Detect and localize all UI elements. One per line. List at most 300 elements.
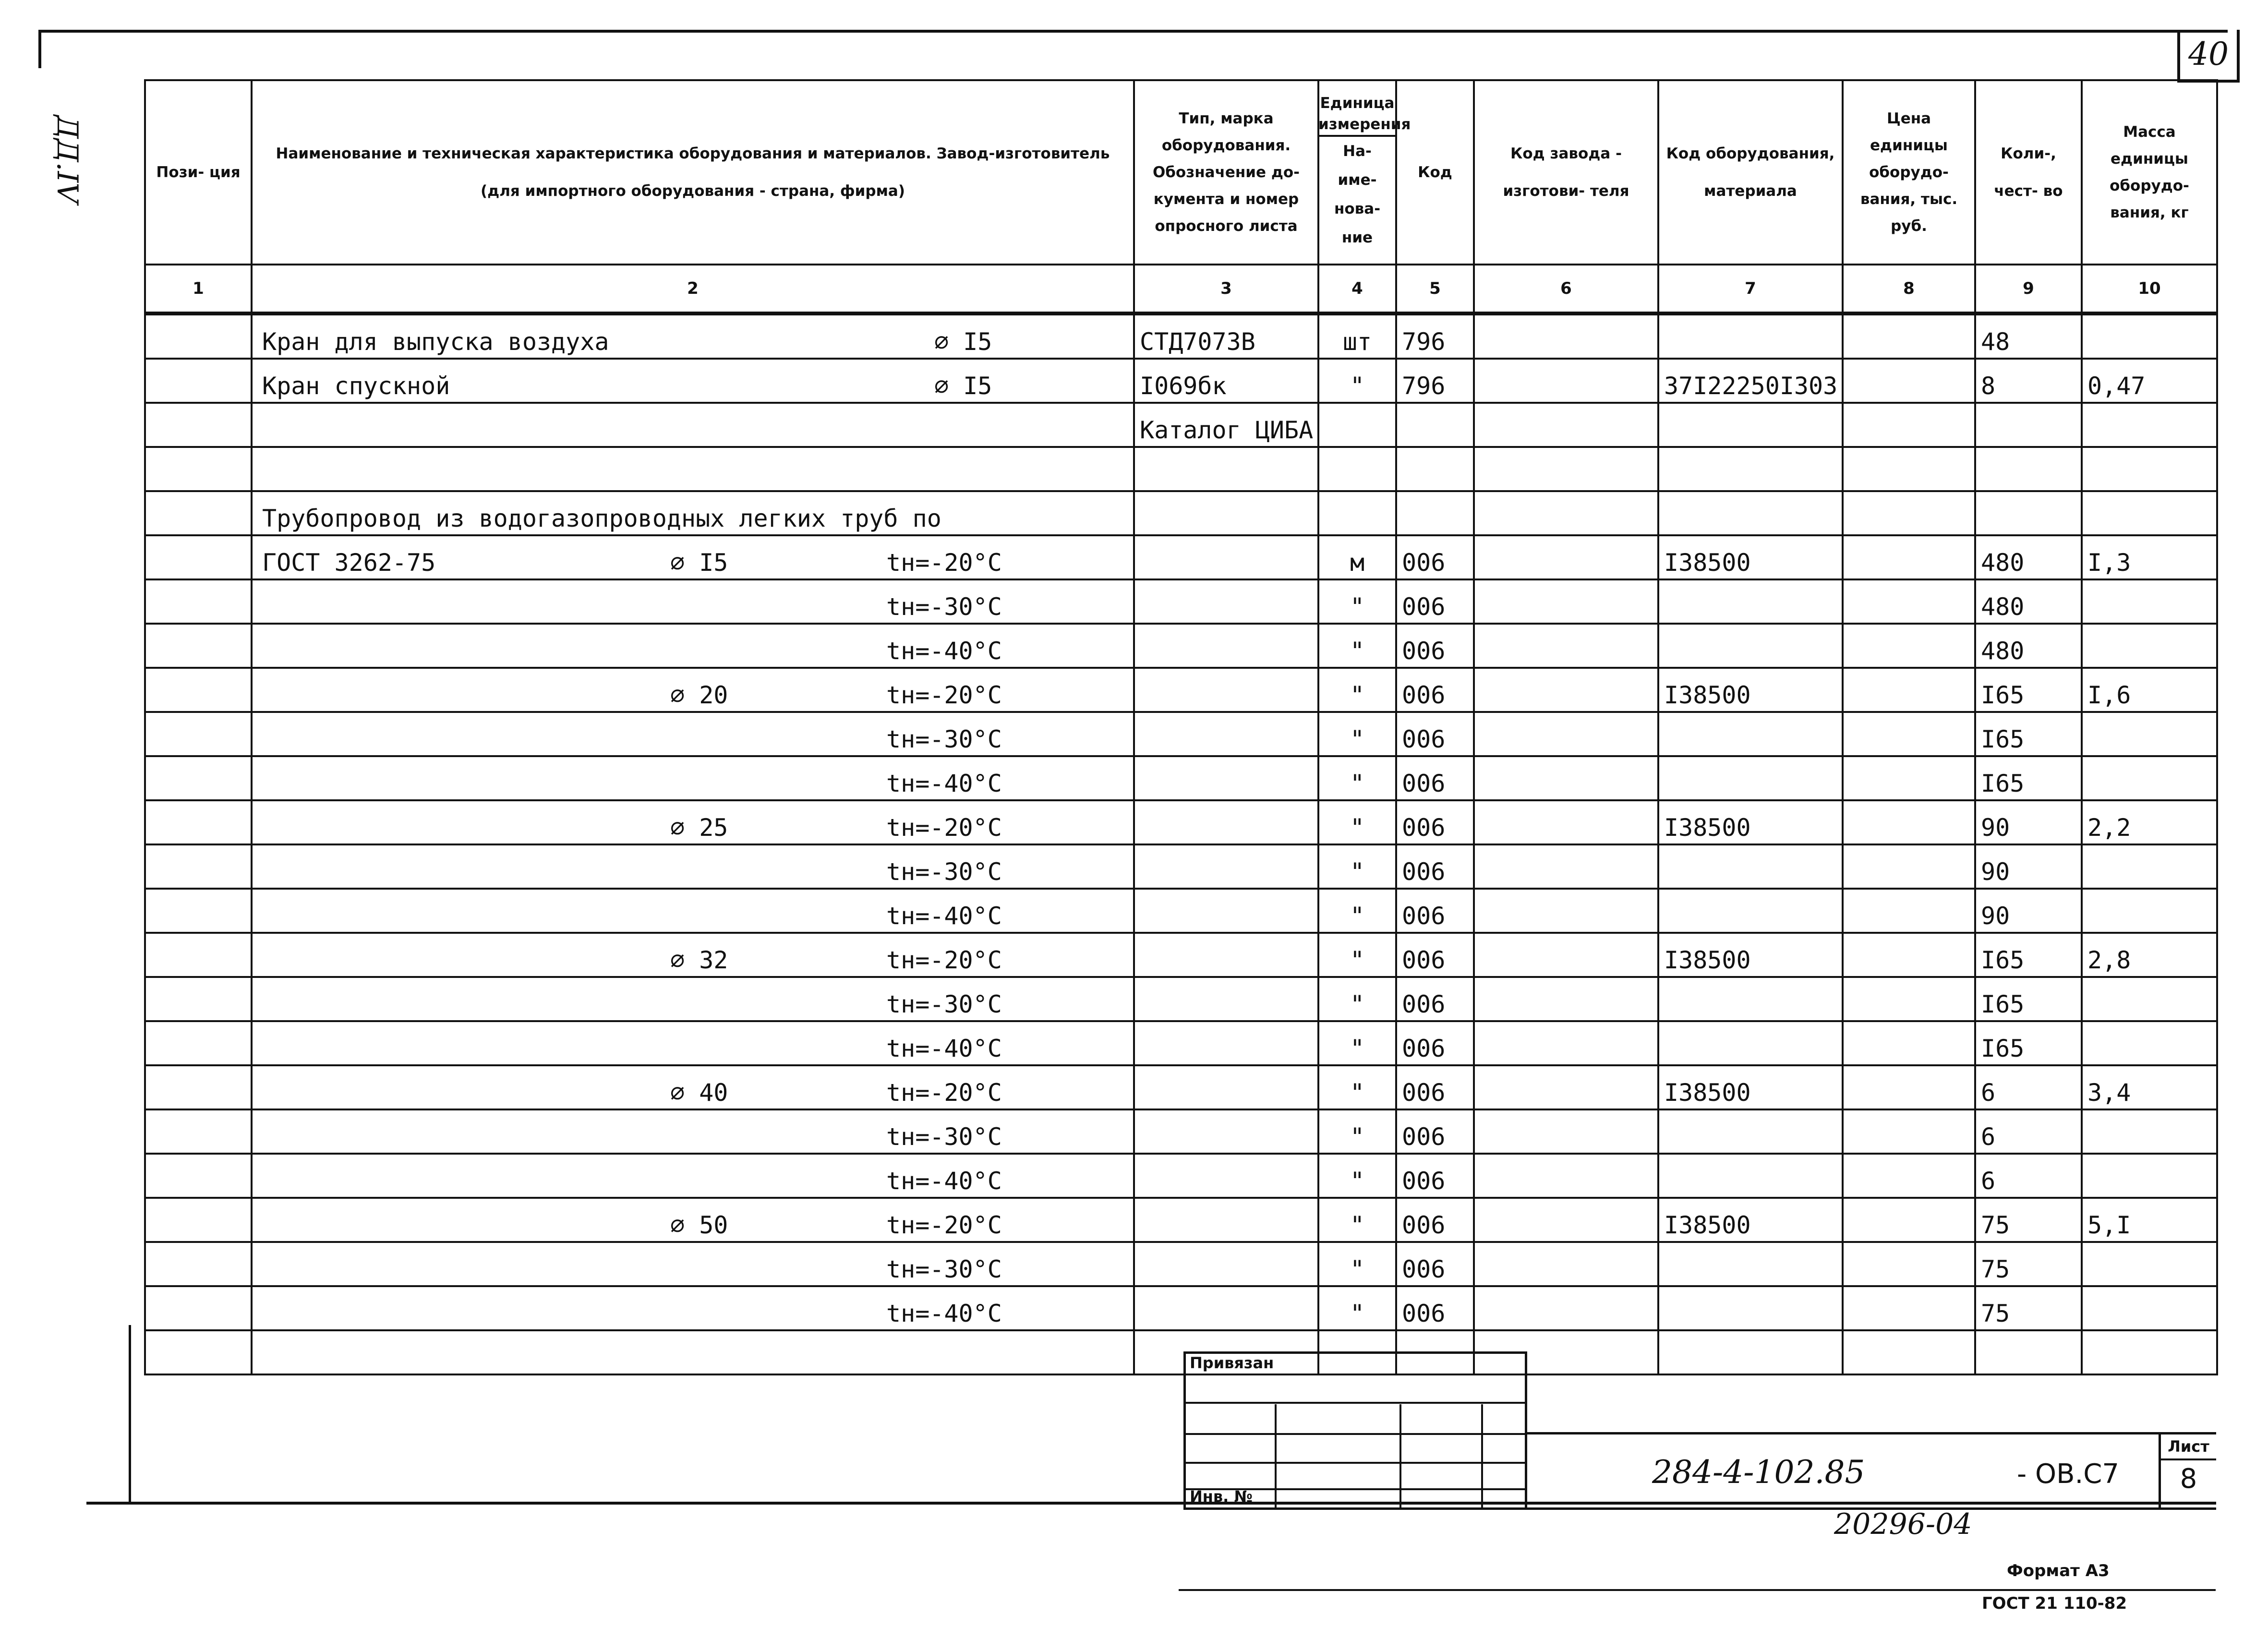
temperature: tн=-30°C xyxy=(886,990,1002,1018)
cell-quantity: 90 xyxy=(1975,844,2082,889)
cell-unit-code: 006 xyxy=(1396,535,1474,579)
lower-left-border xyxy=(129,1325,131,1503)
cell-price xyxy=(1843,579,1975,624)
cell-type: I069бк xyxy=(1134,359,1318,403)
col-header-equipment-code: Код оборудования, материала xyxy=(1658,80,1843,265)
diameter: ∅ I5 xyxy=(670,549,728,577)
cell-unit: " xyxy=(1318,1021,1396,1065)
cell-equipment-code xyxy=(1658,403,1843,447)
cell-quantity: I65 xyxy=(1975,933,2082,977)
cell-factory-code xyxy=(1474,756,1658,800)
cell-quantity: 6 xyxy=(1975,1065,2082,1109)
cell-type: СТД7073В xyxy=(1134,313,1318,359)
col-header-type: Тип, марка оборудования. Обозначение до- кумента и номер опросного листа xyxy=(1134,80,1318,265)
table-row xyxy=(145,1109,2217,1154)
cell-price xyxy=(1843,1286,1975,1330)
stamp-divider xyxy=(1275,1404,1277,1510)
cell-mass: 5,I xyxy=(2082,1198,2217,1242)
document-code: 284-4-102.85 xyxy=(1652,1454,1865,1491)
cell-quantity xyxy=(1975,403,2082,447)
cell-factory-code xyxy=(1474,313,1658,359)
cell-position xyxy=(145,1242,252,1286)
col-header-position: Пози- ция xyxy=(145,80,252,265)
cell-price xyxy=(1843,756,1975,800)
header-row xyxy=(145,80,2217,265)
cell-price xyxy=(1843,1330,1975,1374)
cell-name xyxy=(252,1198,1134,1242)
cell-unit: м xyxy=(1318,535,1396,579)
table-row xyxy=(145,359,2217,403)
cell-unit-code: 006 xyxy=(1396,844,1474,889)
cell-equipment-code xyxy=(1658,1021,1843,1065)
cell-equipment-code xyxy=(1658,447,1843,491)
table-row xyxy=(145,1154,2217,1198)
cell-mass xyxy=(2082,579,2217,624)
inventory-label: Инв. № xyxy=(1190,1487,1253,1506)
cell-name xyxy=(252,933,1134,977)
cell-unit: " xyxy=(1318,889,1396,933)
cell-mass xyxy=(2082,313,2217,359)
cell-unit-code xyxy=(1396,447,1474,491)
cell-type xyxy=(1134,1198,1318,1242)
col-num-6: 6 xyxy=(1474,265,1658,313)
cell-unit-code: 006 xyxy=(1396,1154,1474,1198)
cell-name xyxy=(252,800,1134,844)
cell-equipment-code xyxy=(1658,579,1843,624)
cell-unit xyxy=(1318,491,1396,535)
cell-position xyxy=(145,756,252,800)
temperature: tн=-20°C xyxy=(886,946,1002,974)
cell-name xyxy=(252,624,1134,668)
diameter: ∅ I5 xyxy=(934,372,992,400)
cell-factory-code xyxy=(1474,1286,1658,1330)
cell-equipment-code xyxy=(1658,1109,1843,1154)
binding-stamp xyxy=(1183,1351,1527,1510)
cell-quantity: 480 xyxy=(1975,579,2082,624)
table-row xyxy=(145,447,2217,491)
cell-price xyxy=(1843,403,1975,447)
temperature: tн=-20°C xyxy=(886,1211,1002,1239)
cell-mass xyxy=(2082,977,2217,1021)
cell-type: Каталог ЦИБА xyxy=(1134,403,1318,447)
cell-type xyxy=(1134,889,1318,933)
diameter: ∅ 20 xyxy=(670,681,728,709)
cell-price xyxy=(1843,889,1975,933)
cell-unit-code: 796 xyxy=(1396,359,1474,403)
frame-left-line xyxy=(38,30,41,68)
cell-position xyxy=(145,1109,252,1154)
cell-unit-code: 006 xyxy=(1396,756,1474,800)
table-row xyxy=(145,1286,2217,1330)
inventory-number: 20296-04 xyxy=(1834,1507,1972,1541)
cell-price xyxy=(1843,977,1975,1021)
cell-position xyxy=(145,447,252,491)
cell-price xyxy=(1843,1021,1975,1065)
cell-mass xyxy=(2082,491,2217,535)
cell-equipment-code: I38500 xyxy=(1658,668,1843,712)
col-num-4: 4 xyxy=(1318,265,1396,313)
cell-position xyxy=(145,313,252,359)
cell-quantity: I65 xyxy=(1975,977,2082,1021)
corner-sheet-box xyxy=(2177,30,2240,83)
cell-position xyxy=(145,624,252,668)
cell-mass xyxy=(2082,447,2217,491)
cell-unit: " xyxy=(1318,1154,1396,1198)
cell-type xyxy=(1134,491,1318,535)
cell-unit: " xyxy=(1318,712,1396,756)
cell-mass: 3,4 xyxy=(2082,1065,2217,1109)
cell-type xyxy=(1134,1065,1318,1109)
frame-top-line xyxy=(38,30,2228,33)
cell-name xyxy=(252,756,1134,800)
unit-group-header: Единица измерения xyxy=(1318,93,1396,137)
cell-mass xyxy=(2082,712,2217,756)
cell-factory-code xyxy=(1474,535,1658,579)
format-standard: ГОСТ 21 110-82 xyxy=(1982,1594,2127,1613)
cell-factory-code xyxy=(1474,1109,1658,1154)
cell-price xyxy=(1843,1198,1975,1242)
cell-unit: " xyxy=(1318,624,1396,668)
cell-factory-code xyxy=(1474,447,1658,491)
cell-factory-code xyxy=(1474,1021,1658,1065)
cell-price xyxy=(1843,844,1975,889)
cell-position xyxy=(145,359,252,403)
col-header-mass: Масса единицы оборудо- вания, кг xyxy=(2082,80,2217,265)
cell-equipment-code: 37I22250I303 xyxy=(1658,359,1843,403)
cell-factory-code xyxy=(1474,1198,1658,1242)
col-header-factory-code: Код завода - изготови- теля xyxy=(1474,80,1658,265)
cell-unit: " xyxy=(1318,756,1396,800)
cell-factory-code xyxy=(1474,579,1658,624)
cell-equipment-code xyxy=(1658,1154,1843,1198)
cell-name xyxy=(252,889,1134,933)
cell-unit: " xyxy=(1318,1286,1396,1330)
cell-unit: шт xyxy=(1318,313,1396,359)
cell-name xyxy=(252,1109,1134,1154)
cell-name xyxy=(252,1242,1134,1286)
cell-unit: " xyxy=(1318,844,1396,889)
cell-name xyxy=(252,844,1134,889)
cell-mass: I,3 xyxy=(2082,535,2217,579)
format-label: Формат А3 xyxy=(2007,1561,2110,1580)
cell-equipment-code xyxy=(1658,1242,1843,1286)
cell-type xyxy=(1134,535,1318,579)
cell-name xyxy=(252,491,1134,535)
cell-price xyxy=(1843,668,1975,712)
cell-equipment-code: I38500 xyxy=(1658,535,1843,579)
cell-quantity: 480 xyxy=(1975,535,2082,579)
cell-unit-code: 006 xyxy=(1396,668,1474,712)
cell-equipment-code: I38500 xyxy=(1658,800,1843,844)
item-name: Кран для выпуска воздуха xyxy=(262,328,609,356)
temperature: tн=-30°C xyxy=(886,593,1002,621)
cell-quantity: 480 xyxy=(1975,624,2082,668)
cell-mass xyxy=(2082,1330,2217,1374)
cell-equipment-code xyxy=(1658,1330,1843,1374)
unit-name-label: На- име- нова- ние xyxy=(1334,143,1381,246)
cell-price xyxy=(1843,1154,1975,1198)
cell-position xyxy=(145,1330,252,1374)
cell-mass xyxy=(2082,1109,2217,1154)
table-row xyxy=(145,844,2217,889)
cell-quantity: 75 xyxy=(1975,1286,2082,1330)
cell-quantity: 6 xyxy=(1975,1109,2082,1154)
col-header-unit-name xyxy=(1318,80,1411,265)
cell-position xyxy=(145,977,252,1021)
cell-equipment-code xyxy=(1658,756,1843,800)
cell-position xyxy=(145,1154,252,1198)
cell-unit-code: 006 xyxy=(1396,800,1474,844)
cell-unit-code: 006 xyxy=(1396,579,1474,624)
col-num-9: 9 xyxy=(1975,265,2082,313)
cell-price xyxy=(1843,313,1975,359)
cell-position xyxy=(145,1198,252,1242)
cell-unit: " xyxy=(1318,800,1396,844)
cell-factory-code xyxy=(1474,1242,1658,1286)
cell-name xyxy=(252,359,1134,403)
cell-name xyxy=(252,447,1134,491)
cell-quantity xyxy=(1975,1330,2082,1374)
table-row xyxy=(145,668,2217,712)
cell-unit-code: 006 xyxy=(1396,977,1474,1021)
cell-equipment-code xyxy=(1658,889,1843,933)
cell-unit: " xyxy=(1318,1109,1396,1154)
cell-type xyxy=(1134,579,1318,624)
cell-position xyxy=(145,1065,252,1109)
cell-unit: " xyxy=(1318,579,1396,624)
cell-position xyxy=(145,800,252,844)
cell-factory-code xyxy=(1474,359,1658,403)
table-row xyxy=(145,1330,2217,1374)
sheet-box xyxy=(2159,1434,2216,1507)
cell-unit-code: 006 xyxy=(1396,1198,1474,1242)
col-num-3: 3 xyxy=(1134,265,1318,313)
table-row xyxy=(145,933,2217,977)
temperature: tн=-40°C xyxy=(886,1300,1002,1327)
cell-equipment-code xyxy=(1658,313,1843,359)
cell-factory-code xyxy=(1474,933,1658,977)
col-header-unit-code: Код xyxy=(1396,80,1474,265)
cell-quantity: 75 xyxy=(1975,1198,2082,1242)
cell-mass: I,6 xyxy=(2082,668,2217,712)
cell-name xyxy=(252,403,1134,447)
table-row xyxy=(145,1021,2217,1065)
document-suffix: - ОВ.С7 xyxy=(2017,1458,2120,1490)
cell-position xyxy=(145,668,252,712)
cell-type xyxy=(1134,668,1318,712)
cell-price xyxy=(1843,624,1975,668)
cell-equipment-code: I38500 xyxy=(1658,1198,1843,1242)
col-num-7: 7 xyxy=(1658,265,1843,313)
cell-type xyxy=(1134,1109,1318,1154)
cell-factory-code xyxy=(1474,1065,1658,1109)
table-row xyxy=(145,712,2217,756)
cell-quantity: I65 xyxy=(1975,668,2082,712)
stamp-divider xyxy=(1481,1404,1483,1510)
cell-quantity: 6 xyxy=(1975,1154,2082,1198)
cell-type xyxy=(1134,844,1318,889)
cell-equipment-code xyxy=(1658,624,1843,668)
cell-name xyxy=(252,1154,1134,1198)
cell-mass xyxy=(2082,403,2217,447)
side-margin-mark: ДД.IV xyxy=(50,115,84,204)
cell-type xyxy=(1134,1242,1318,1286)
cell-type xyxy=(1134,712,1318,756)
cell-position xyxy=(145,889,252,933)
cell-mass xyxy=(2082,624,2217,668)
cell-position xyxy=(145,1286,252,1330)
temperature: tн=-40°C xyxy=(886,770,1002,797)
sheet-label: Лист xyxy=(2161,1434,2216,1460)
cell-name xyxy=(252,1286,1134,1330)
cell-mass xyxy=(2082,889,2217,933)
cell-factory-code xyxy=(1474,889,1658,933)
cell-name xyxy=(252,1065,1134,1109)
table-row xyxy=(145,403,2217,447)
cell-price xyxy=(1843,535,1975,579)
corner-sheet-number: 40 xyxy=(2188,36,2229,72)
table-row xyxy=(145,491,2217,535)
cell-type xyxy=(1134,624,1318,668)
table-row xyxy=(145,977,2217,1021)
cell-position xyxy=(145,403,252,447)
cell-unit: " xyxy=(1318,1198,1396,1242)
cell-name xyxy=(252,1330,1134,1374)
cell-quantity: 75 xyxy=(1975,1242,2082,1286)
cell-price xyxy=(1843,1109,1975,1154)
table-row xyxy=(145,800,2217,844)
cell-quantity: 90 xyxy=(1975,800,2082,844)
item-name: Кран спускной xyxy=(262,372,450,400)
cell-position xyxy=(145,535,252,579)
cell-unit-code: 006 xyxy=(1396,1242,1474,1286)
temperature: tн=-30°C xyxy=(886,1123,1002,1151)
cell-quantity: 8 xyxy=(1975,359,2082,403)
cell-position xyxy=(145,579,252,624)
diameter: ∅ 40 xyxy=(670,1079,728,1107)
stamp-line xyxy=(1186,1462,1525,1464)
cell-price xyxy=(1843,1242,1975,1286)
cell-type xyxy=(1134,756,1318,800)
cell-unit-code: 006 xyxy=(1396,889,1474,933)
cell-mass xyxy=(2082,1242,2217,1286)
cell-factory-code xyxy=(1474,491,1658,535)
cell-type xyxy=(1134,1154,1318,1198)
cell-factory-code xyxy=(1474,403,1658,447)
cell-price xyxy=(1843,491,1975,535)
temperature: tн=-40°C xyxy=(886,637,1002,665)
table-row xyxy=(145,1198,2217,1242)
temperature: tн=-20°C xyxy=(886,814,1002,842)
diameter: ∅ 50 xyxy=(670,1211,728,1239)
cell-name xyxy=(252,579,1134,624)
column-number-row xyxy=(145,265,2217,313)
cell-name xyxy=(252,668,1134,712)
cell-quantity xyxy=(1975,447,2082,491)
table-row xyxy=(145,624,2217,668)
cell-unit: " xyxy=(1318,1242,1396,1286)
format-line xyxy=(1179,1589,2216,1591)
table-row xyxy=(145,313,2217,359)
stamp-divider xyxy=(1399,1404,1401,1510)
cell-unit xyxy=(1318,447,1396,491)
item-name: ГОСТ 3262-75 xyxy=(262,549,436,577)
cell-mass xyxy=(2082,1021,2217,1065)
table-row xyxy=(145,756,2217,800)
col-header-price: Цена единицы оборудо- вания, тыс. руб. xyxy=(1843,80,1975,265)
cell-unit: " xyxy=(1318,359,1396,403)
cell-quantity: 90 xyxy=(1975,889,2082,933)
cell-position xyxy=(145,1021,252,1065)
cell-position xyxy=(145,844,252,889)
temperature: tн=-40°C xyxy=(886,1167,1002,1195)
cell-price xyxy=(1843,447,1975,491)
cell-type xyxy=(1134,977,1318,1021)
diameter: ∅ 25 xyxy=(670,814,728,842)
diameter: ∅ I5 xyxy=(934,328,992,356)
cell-unit xyxy=(1318,403,1396,447)
table-row xyxy=(145,535,2217,579)
cell-unit-code: 006 xyxy=(1396,1286,1474,1330)
cell-factory-code xyxy=(1474,1154,1658,1198)
cell-equipment-code: I38500 xyxy=(1658,933,1843,977)
col-num-2: 2 xyxy=(252,265,1134,313)
cell-unit: " xyxy=(1318,977,1396,1021)
specification-table xyxy=(144,79,2218,1375)
bound-label: Привязан xyxy=(1190,1354,1274,1372)
temperature: tн=-20°C xyxy=(886,1079,1002,1107)
col-num-5: 5 xyxy=(1396,265,1474,313)
cell-unit-code: 006 xyxy=(1396,1065,1474,1109)
col-num-8: 8 xyxy=(1843,265,1975,313)
cell-unit-code: 006 xyxy=(1396,1109,1474,1154)
cell-equipment-code xyxy=(1658,844,1843,889)
cell-mass xyxy=(2082,756,2217,800)
cell-factory-code xyxy=(1474,844,1658,889)
col-num-1: 1 xyxy=(145,265,252,313)
cell-quantity: I65 xyxy=(1975,756,2082,800)
cell-price xyxy=(1843,359,1975,403)
temperature: tн=-30°C xyxy=(886,858,1002,886)
cell-price xyxy=(1843,712,1975,756)
col-num-10: 10 xyxy=(2082,265,2217,313)
cell-quantity: 48 xyxy=(1975,313,2082,359)
cell-unit-code: 006 xyxy=(1396,1021,1474,1065)
cell-factory-code xyxy=(1474,624,1658,668)
cell-name xyxy=(252,977,1134,1021)
table-row xyxy=(145,1242,2217,1286)
temperature: tн=-20°C xyxy=(886,549,1002,577)
cell-equipment-code xyxy=(1658,977,1843,1021)
cell-unit-code xyxy=(1396,403,1474,447)
cell-unit-code: 006 xyxy=(1396,624,1474,668)
cell-factory-code xyxy=(1474,977,1658,1021)
cell-name xyxy=(252,712,1134,756)
cell-position xyxy=(145,933,252,977)
cell-type xyxy=(1134,933,1318,977)
cell-mass: 2,2 xyxy=(2082,800,2217,844)
cell-factory-code xyxy=(1474,668,1658,712)
cell-type xyxy=(1134,447,1318,491)
cell-quantity: I65 xyxy=(1975,1021,2082,1065)
cell-equipment-code xyxy=(1658,712,1843,756)
cell-name xyxy=(252,313,1134,359)
cell-position xyxy=(145,491,252,535)
cell-name xyxy=(252,1021,1134,1065)
cell-quantity: I65 xyxy=(1975,712,2082,756)
cell-position xyxy=(145,712,252,756)
table-row xyxy=(145,579,2217,624)
